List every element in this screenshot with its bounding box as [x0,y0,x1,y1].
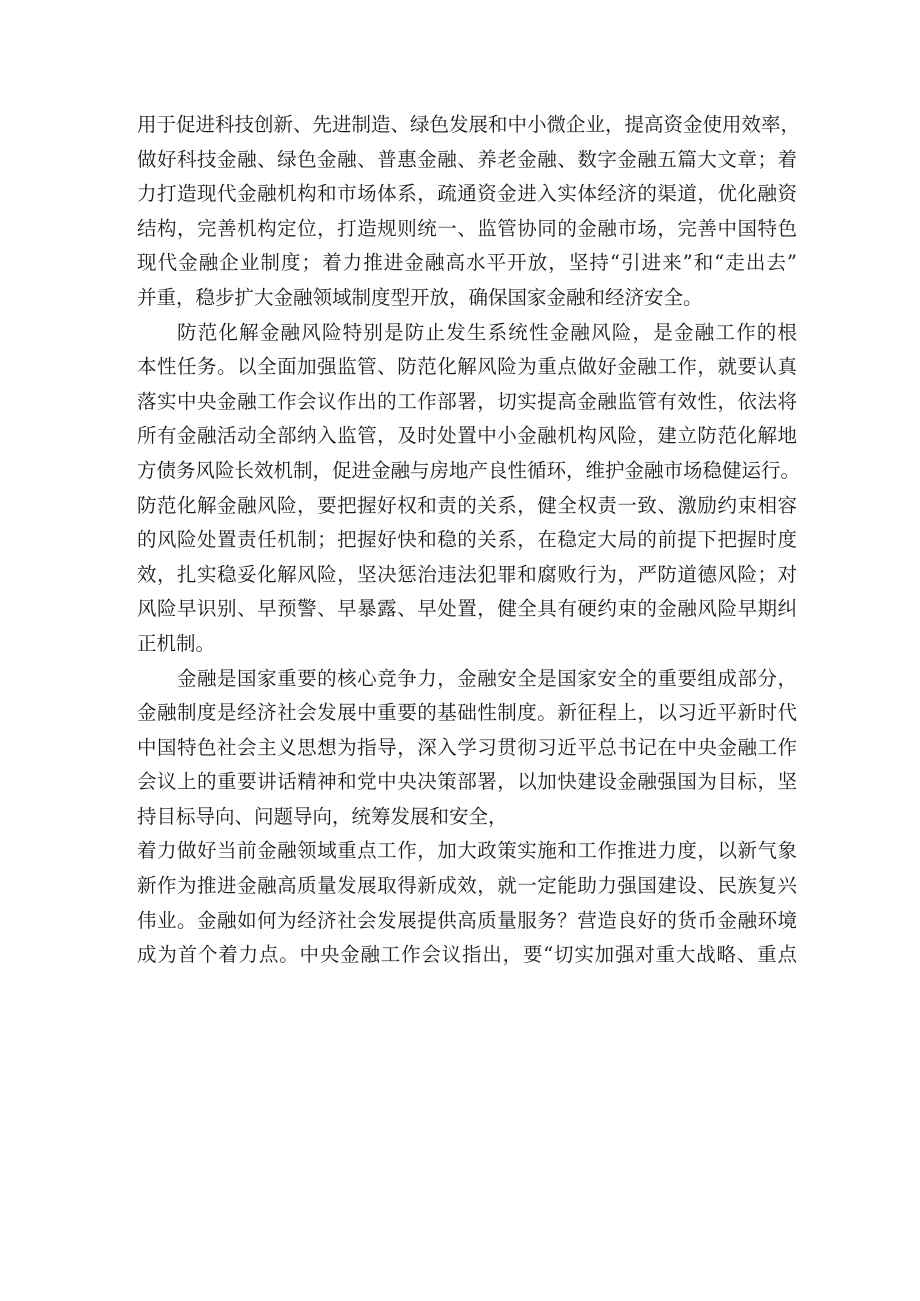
text-line: 防范化解金融风险特别是防止发生系统性金融风险，是金融工作的根 [177,320,797,344]
text-line: 结构，完善机构定位，打造规则统一、监管协同的金融市场，完善中国特色 [137,216,797,240]
text-line: 并重，稳步扩大金融领域制度型开放，确保国家金融和经济安全。 [137,285,703,309]
text-line: 效，扎实稳妥化解风险，坚决惩治违法犯罪和腐败行为，严防道德风险；对 [137,562,797,586]
paragraph-2 [137,316,801,662]
text-line: 新作为推进金融高质量发展取得新成效，就一定能助力强国建设、民族复兴 [137,874,797,898]
text-line: 用于促进科技创新、先进制造、绿色发展和中小微企业，提高资金使用效率， [137,113,801,136]
paragraph-1 [137,108,801,316]
paragraph-3 [137,662,797,835]
text-line: 金融制度是经济社会发展中重要的基础性制度。新征程上，以习近平新时代 [137,701,797,725]
document-body [137,108,801,973]
text-line: 做好科技金融、绿色金融、普惠金融、养老金融、数字金融五篇大文章；着 [137,147,797,171]
text-line: 成为首个着力点。中央金融工作会议指出，要“切实加强对重大战略、重点 [137,943,797,967]
text-line: 现代金融企业制度；着力推进金融高水平开放，坚持“引进来”和“走出去” [137,251,797,275]
text-line: 伟业。金融如何为经济社会发展提供高质量服务？营造良好的货币金融环境 [137,908,797,932]
text-line: 中国特色社会主义思想为指导，深入学习贯彻习近平总书记在中央金融工作 [137,735,797,759]
text-line: 着力做好当前金融领域重点工作，加大政策实施和工作推进力度，以新气象 [137,839,797,863]
text-line: 持目标导向、问题导向，统筹发展和安全， [137,804,508,828]
paragraph-4 [137,834,797,972]
text-line: 方债务风险长效机制，促进金融与房地产良性循环，维护金融市场稳健运行。 [137,458,801,482]
text-line: 落实中央金融工作会议作出的工作部署，切实提高金融监管有效性，依法将 [137,389,797,413]
text-line: 会议上的重要讲话精神和党中央决策部署，以加快建设金融强国为目标，坚 [137,770,797,794]
text-line: 金融是国家重要的核心竞争力，金融安全是国家安全的重要组成部分， [177,666,797,690]
text-line: 风险早识别、早预警、早暴露、早处置，健全具有硬约束的金融风险早期纠 [137,597,797,621]
text-line: 所有金融活动全部纳入监管，及时处置中小金融机构风险，建立防范化解地 [137,424,797,448]
text-line: 的风险处置责任机制；把握好快和稳的关系，在稳定大局的前提下把握时度 [137,528,797,552]
text-line: 本性任务。以全面加强监管、防范化解风险为重点做好金融工作，就要认真 [137,355,797,379]
text-line: 正机制。 [137,631,216,655]
text-line: 防范化解金融风险，要把握好权和责的关系，健全权责一致、激励约束相容 [137,493,797,517]
text-line: 力打造现代金融机构和市场体系，疏通资金进入实体经济的渠道，优化融资 [137,182,797,206]
